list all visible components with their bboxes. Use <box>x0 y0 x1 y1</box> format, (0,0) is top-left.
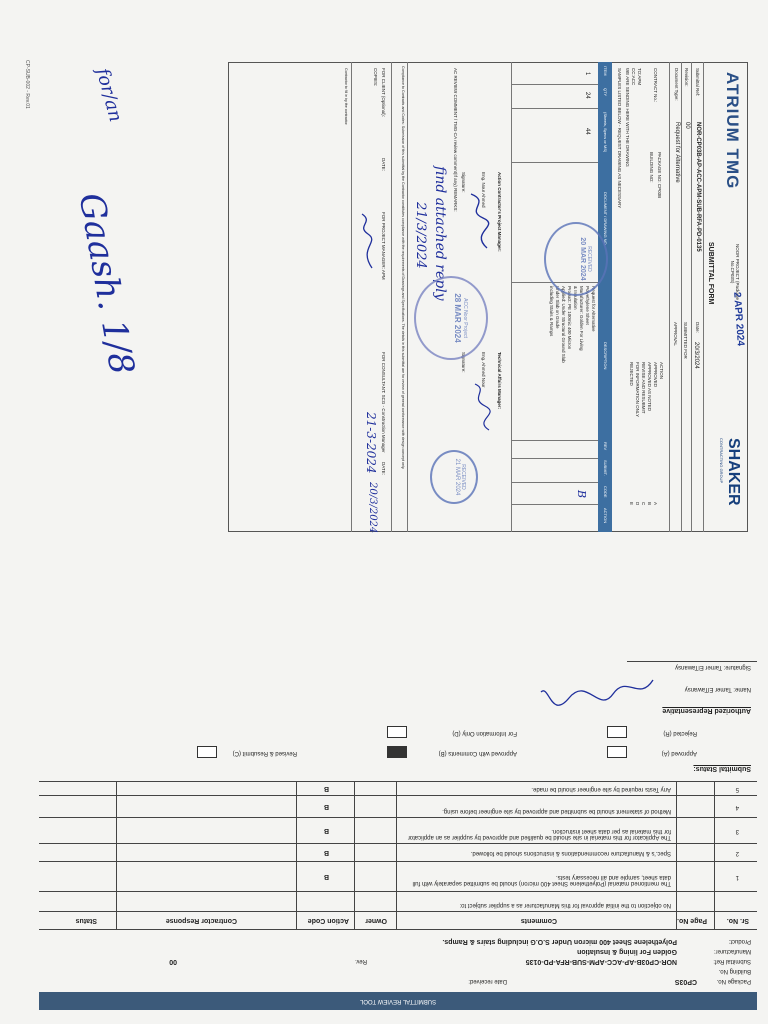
comment-intro: No objection to the initial approval for this Manufacturer as a supplier subject to: <box>459 902 671 908</box>
copies-label: COPIES: <box>373 68 378 87</box>
row-code: B <box>323 873 329 880</box>
product-label: Product: <box>728 938 751 944</box>
row-comment: The Applicator for this material in site should be qualified and approved by supplier as an applicator for this material as per data sheet instruction. <box>407 828 671 840</box>
contract-label: CONTRACT No.: <box>653 68 658 103</box>
bottom-note: Contractor to fill in by the contractor <box>344 68 348 125</box>
doc-type-label: Document Type: <box>674 68 679 101</box>
item-sheets: 44 <box>584 128 590 135</box>
col-comments: Comments <box>520 917 557 924</box>
col-desc: DESCRIPTION <box>603 342 608 370</box>
row-no: 5 <box>735 786 739 792</box>
contractor-signature <box>463 192 493 252</box>
for-pm-label: FOR PROJECT MANAGER: APM <box>381 212 386 280</box>
checkbox-revised[interactable] <box>197 746 217 758</box>
stamp-acc-text: ACC Noor Project <box>462 298 468 338</box>
auth-rep-label: Authorized Representative <box>662 707 751 714</box>
col-status: Status <box>75 917 97 924</box>
project-name: NOOR PROJECT (Package No.CP03S) <box>730 244 740 300</box>
stamp-received-text: RECEIVED <box>586 246 592 272</box>
action-approved: APPROVED <box>653 362 658 388</box>
action-approved-noted: APPROVED AS NOTED <box>647 362 652 412</box>
desc-line: Applied: Under Structural Ground Slab <box>561 286 566 363</box>
manufacturer-label: Manufacturer: <box>713 948 751 954</box>
revision-label: Revision: <box>684 68 689 87</box>
stamp-date-28: 28 MAR 2024 <box>453 293 462 343</box>
submitted-for-label: SUBMITTED FOR <box>683 322 688 359</box>
margin-initials: for/an <box>91 66 127 125</box>
sending-line: WE ARE SENDING HERE WITH THE DRAWING <box>625 68 630 167</box>
building-label: Building No. <box>718 968 751 974</box>
status-approved-comments: Approved with Comments (B) <box>438 750 517 756</box>
revision-value: 00 <box>684 122 690 129</box>
status-rejected: Rejected (R) <box>663 730 697 736</box>
item-no: 1 <box>584 72 590 76</box>
row-code: B <box>323 785 329 792</box>
handwritten-note-date: 21/3/2024 <box>413 202 428 269</box>
row-code: B <box>323 827 329 834</box>
row-no: 4 <box>735 804 739 810</box>
package-label: Package No. <box>716 978 751 984</box>
desc-line: Polyethylene Sheet <box>585 286 590 325</box>
status-info-only: For Information Only (D) <box>452 730 517 736</box>
atrium-tmg-logo: ATRIUM TMG <box>723 72 742 190</box>
submittal-ref-label: Submittal Ref: <box>713 958 751 964</box>
code-e: E <box>629 502 634 506</box>
handwritten-note: find attached reply <box>432 166 448 301</box>
col-rev: REV <box>603 442 608 451</box>
reviewer-signature <box>537 670 657 706</box>
auth-name: Name: Tamer ElTawansy <box>684 686 751 692</box>
date-label: Date: <box>695 322 700 333</box>
checkbox-info-only[interactable] <box>387 726 407 738</box>
stamp-apm-received: RECEIVED <box>460 464 466 490</box>
margin-handwriting: Gaash. 1/8 <box>70 190 142 378</box>
technical-name: Eng. Ahmed Nour <box>481 352 486 388</box>
submittal-ref-value: NOR-CP03B-AP-ACC-APM-SUB-RFA-PD-0135 <box>525 958 677 965</box>
row-comment: Method of statement should be submitted and approved by site engineer before using. <box>442 808 671 814</box>
technical-signature-label: Signature: <box>461 352 466 373</box>
to-field: TO:APM <box>637 68 642 86</box>
action-info: FOR INFORMATION ONLY <box>635 362 640 418</box>
action-revise: REVISE AND RESUBMIT <box>641 362 646 414</box>
cc-field: CC:ACC <box>631 68 636 86</box>
code-b: B <box>647 502 652 506</box>
side-code-text: CP-SUB-002 - Rev.01 <box>24 60 30 109</box>
review-sheet <box>39 630 757 1010</box>
item-qty: 24 <box>584 92 590 99</box>
side-code <box>24 60 38 120</box>
stamp-date-20: 20 MAR 2024 <box>579 237 586 281</box>
submittal-ref: NOR-CP03B-AP-ACC-APM-SUB-RFA-PD-0135 <box>695 122 701 252</box>
contractor-manager-label: Action Contractor's Project Manager: <box>497 172 502 252</box>
product-value: Polyethelene Sheet 400 micron Under S.O.G including stairs & Ramps. <box>442 938 677 945</box>
doc-type: Request for Alternative <box>674 122 680 183</box>
package-no: PACKAGE NO: CP03B <box>657 152 662 199</box>
rev-value: 00 <box>169 958 177 965</box>
technical-manager-label: Technical Affairs Manager: <box>497 352 502 410</box>
date-received-label: Date received: <box>468 978 507 984</box>
row-comment: Any Tests required by site engineer should be made. <box>531 786 671 792</box>
row-no: 1 <box>735 874 739 880</box>
code-a: A <box>653 502 658 506</box>
col-sr: Sr. No. <box>726 917 749 924</box>
for-consultant-label: FOR CONSULTANT: SCG - Construction Manager <box>381 352 386 453</box>
status-label: Submittal Status: <box>693 765 751 772</box>
status-approved: Approved (A) <box>661 750 697 756</box>
col-qty: QTY <box>603 88 608 97</box>
date-label-2: DATE: <box>381 158 386 171</box>
row-comment: Spec.'s & Manufacture recommendations & instructions should be followed. <box>470 850 671 856</box>
manufacturer-value: Golden For lining & Insulation <box>577 948 677 955</box>
code-d: D <box>635 502 640 506</box>
pm-signature <box>354 212 376 272</box>
checkbox-rejected[interactable] <box>607 726 627 738</box>
package-value: CP03S <box>674 978 697 985</box>
col-page: Page No. <box>677 917 707 924</box>
row-comment: The mentioned material (Polyethelene Sheet 400 micron) should be submitted separately with full data sheet, sample and all necessary tests. <box>412 874 671 886</box>
col-action-code: Action Code <box>307 917 349 924</box>
submittal-ref-label: Submittal Ref: <box>695 68 700 97</box>
contractor-name: Eng. Nour Ahmed <box>481 172 486 208</box>
handwritten-date-far: 20/3/2024 <box>367 482 378 534</box>
row-code: B <box>323 849 329 856</box>
samples-line: SAMPLES LISTED BELOW - REQUEST DRAWING AS NECESSARY <box>617 68 622 209</box>
col-owner: Owner <box>365 917 387 924</box>
status-revised: Revised & Resubmit (C) <box>232 750 297 756</box>
col-contractor-response: Contractor Response <box>165 917 237 924</box>
shaker-logo-sub: CONTRACTING GROUP <box>719 438 724 484</box>
approval-label: APPROVAL <box>673 322 678 346</box>
row-code: B <box>323 803 329 810</box>
received-date-stamp: 2 APR 2024 <box>731 291 746 347</box>
remarks-label: AC REVIEW COMMENT / TMG-CA review comment(If any) REMARKS: <box>453 68 458 212</box>
row-no: 3 <box>735 828 739 834</box>
action-label: ACTION <box>659 362 664 380</box>
auth-signature: Signature: Tamer ElTawansy <box>675 664 751 670</box>
stamp-date-21: 21 MAR 2024 <box>454 458 460 496</box>
desc-line: including Stairs & Ramps <box>549 286 554 337</box>
shaker-logo: SHAKER <box>725 438 742 506</box>
contractor-signature-label: Signature: <box>461 172 466 193</box>
date-value: 20/3/2024 <box>693 342 699 369</box>
form-title: SUBMITTAL FORM <box>707 242 714 305</box>
desc-line: Manufacturer: Golden For Living <box>579 286 584 351</box>
review-header: SUBMITTAL REVIEW TOOL <box>39 992 757 1010</box>
col-item: ITEM <box>603 66 608 76</box>
desc-line: Under Slab on Grade <box>555 286 560 329</box>
rev-label: Rev. <box>355 958 367 964</box>
col-doc: DOCUMENT / DRAWING NO. <box>603 192 608 246</box>
col-submit: SUBMIT. <box>603 460 608 476</box>
action-rejected: REJECTED <box>629 362 634 386</box>
received-stamp <box>544 222 608 296</box>
checkbox-approved-comments[interactable] <box>387 746 407 758</box>
date-label-3: DATE: <box>381 462 386 475</box>
col-code: CODE <box>603 486 608 498</box>
desc-line: Request for Alternative <box>591 286 596 332</box>
handwritten-code: B <box>575 490 588 499</box>
col-action: ACTION <box>603 508 608 524</box>
desc-line: Product: PE 100mic 400 Micron <box>567 286 572 350</box>
compliance-text: Compliance to Contracts and Codes: Submission of this submittal by the Contractor constitutes compliance with the requirements of Drawings and Specifications. The details in this submittal are for review of general conformance with design concept only. <box>401 66 405 470</box>
col-sheets: (Sheets, Specs or MS) <box>603 112 608 153</box>
desc-line: & Insulation <box>573 286 578 310</box>
checkbox-approved[interactable] <box>607 746 627 758</box>
handwritten-date-right: 21-3-2024 <box>364 412 378 474</box>
code-c: C <box>641 502 646 506</box>
for-client-label: FOR CLIENT (Optional): <box>381 68 386 117</box>
row-no: 2 <box>735 850 739 856</box>
building-no: BUILDING NO: <box>649 152 654 183</box>
